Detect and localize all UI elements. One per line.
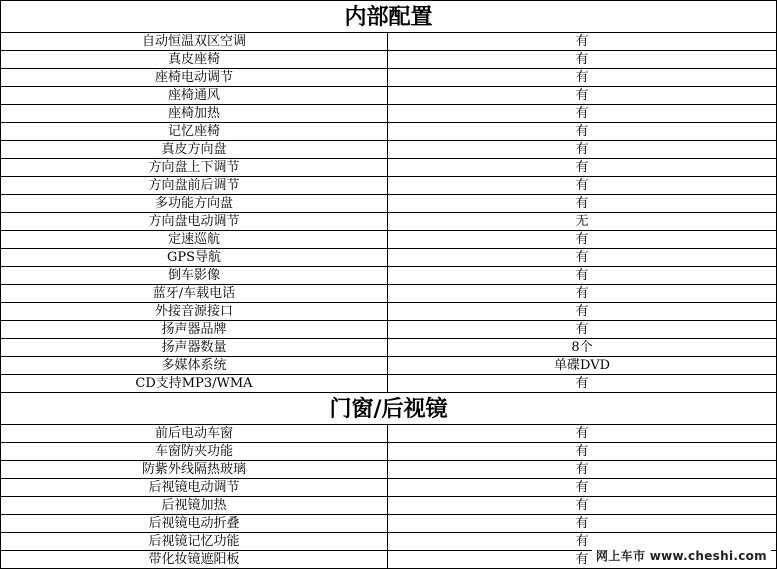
feature-label: 扬声器品牌 [1, 321, 388, 339]
feature-value: 有 [388, 461, 777, 479]
table-row [1, 249, 777, 267]
feature-value: 有 [388, 123, 777, 141]
table-row [1, 443, 777, 461]
feature-label: 方向盘电动调节 [1, 213, 388, 231]
feature-value: 有 [388, 321, 777, 339]
feature-value: 有 [388, 231, 777, 249]
table-row [1, 285, 777, 303]
table-row [1, 479, 777, 497]
feature-label: 前后电动车窗 [1, 425, 388, 443]
feature-value: 有 [388, 105, 777, 123]
feature-value: 有 [388, 249, 777, 267]
watermark: 网上车市 www.cheshi.com [592, 546, 771, 565]
feature-label: 外接音源接口 [1, 303, 388, 321]
table-row [1, 177, 777, 195]
feature-label: 蓝牙/车载电话 [1, 285, 388, 303]
table-row [1, 425, 777, 443]
feature-value: 有 [388, 159, 777, 177]
table-row [1, 231, 777, 249]
section-header-row [1, 1, 777, 33]
feature-label: 扬声器数量 [1, 339, 388, 357]
table-row [1, 303, 777, 321]
table-row [1, 105, 777, 123]
feature-label: 多媒体系统 [1, 357, 388, 375]
table-row [1, 375, 777, 393]
table-row [1, 195, 777, 213]
feature-label: 后视镜电动折叠 [1, 515, 388, 533]
table-row [1, 141, 777, 159]
feature-value: 有 [388, 551, 777, 569]
spec-table-body [1, 1, 777, 569]
feature-value: 有 [388, 285, 777, 303]
feature-label: 记忆座椅 [1, 123, 388, 141]
table-row [1, 87, 777, 105]
feature-label: 方向盘上下调节 [1, 159, 388, 177]
feature-label: 真皮座椅 [1, 51, 388, 69]
feature-value: 有 [388, 87, 777, 105]
feature-value: 有 [388, 375, 777, 393]
feature-label: 车窗防夹功能 [1, 443, 388, 461]
feature-value: 有 [388, 479, 777, 497]
feature-value: 有 [388, 515, 777, 533]
feature-value: 有 [388, 443, 777, 461]
feature-value: 有 [388, 533, 777, 551]
feature-label: 方向盘前后调节 [1, 177, 388, 195]
table-row [1, 321, 777, 339]
table-row [1, 69, 777, 87]
feature-label: 后视镜加热 [1, 497, 388, 515]
feature-label: CD支持MP3/WMA [1, 375, 388, 393]
table-row [1, 339, 777, 357]
feature-value: 有 [388, 33, 777, 51]
feature-value: 有 [388, 195, 777, 213]
table-row [1, 51, 777, 69]
feature-value: 单碟DVD [388, 357, 777, 375]
feature-label: 真皮方向盘 [1, 141, 388, 159]
feature-label: 座椅加热 [1, 105, 388, 123]
feature-label: 自动恒温双区空调 [1, 33, 388, 51]
section-title: 内部配置 [1, 1, 777, 33]
table-row [1, 267, 777, 285]
feature-label: 座椅通风 [1, 87, 388, 105]
feature-value: 有 [388, 267, 777, 285]
feature-label: GPS导航 [1, 249, 388, 267]
feature-value: 8个 [388, 339, 777, 357]
table-row [1, 159, 777, 177]
feature-label: 带化妆镜遮阳板 [1, 551, 388, 569]
feature-value: 有 [388, 141, 777, 159]
feature-label: 多功能方向盘 [1, 195, 388, 213]
feature-value: 有 [388, 497, 777, 515]
feature-value: 有 [388, 51, 777, 69]
table-row [1, 515, 777, 533]
feature-label: 防紫外线隔热玻璃 [1, 461, 388, 479]
table-row [1, 33, 777, 51]
feature-label: 倒车影像 [1, 267, 388, 285]
table-row [1, 497, 777, 515]
feature-value: 无 [388, 213, 777, 231]
table-row [1, 213, 777, 231]
feature-value: 有 [388, 303, 777, 321]
feature-value: 有 [388, 69, 777, 87]
feature-label: 定速巡航 [1, 231, 388, 249]
feature-label: 后视镜记忆功能 [1, 533, 388, 551]
feature-label: 座椅电动调节 [1, 69, 388, 87]
section-title: 门窗/后视镜 [1, 393, 777, 425]
table-row [1, 357, 777, 375]
table-row [1, 461, 777, 479]
table-row [1, 123, 777, 141]
feature-value: 有 [388, 177, 777, 195]
feature-value: 有 [388, 425, 777, 443]
feature-label: 后视镜电动调节 [1, 479, 388, 497]
section-header-row [1, 393, 777, 425]
